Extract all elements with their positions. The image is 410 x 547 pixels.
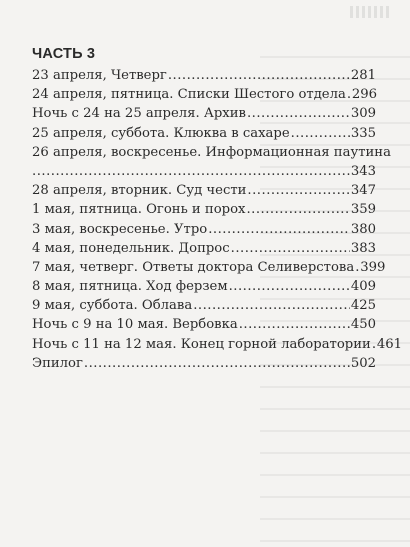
toc-entry: [32, 258, 386, 277]
toc-entry-title: 9 мая, суббота. Облава: [32, 298, 193, 314]
toc-entry-title: 23 апреля, Четверг: [32, 68, 167, 83]
show-through-mark: [350, 6, 390, 18]
toc-entry-page: 461: [376, 336, 402, 352]
toc-entry: [32, 239, 376, 258]
dot-leader: [246, 200, 349, 219]
toc-entry-title: 1 мая, пятница. Огонь и порох: [32, 202, 246, 218]
toc-entry-page: 399: [360, 259, 386, 275]
toc-entry-title: Эпилог: [32, 355, 83, 371]
toc-entry-page: 409: [350, 279, 376, 295]
dot-leader: [168, 66, 350, 85]
toc-entry-title: Ночь с 9 на 10 мая. Вербовка: [32, 317, 238, 333]
toc-entry-page: 309: [350, 106, 376, 122]
toc-entry-page: 380: [350, 221, 376, 237]
part-heading: ЧАСТЬ 3: [32, 46, 96, 62]
toc-entry: [32, 143, 391, 181]
dot-leader: [231, 239, 350, 258]
toc-entry: [32, 354, 376, 373]
toc-entry-page: 359: [350, 202, 376, 218]
toc-entry-page: 296: [351, 87, 378, 103]
dot-leader: [32, 162, 350, 181]
toc-entry: [32, 85, 376, 104]
toc-entry-page: 343: [350, 163, 376, 179]
toc-entry: [32, 124, 376, 143]
toc-entry-title: 24 апреля, пятница. Списки Шестого отдела: [32, 87, 346, 103]
toc-entry: [32, 296, 376, 315]
toc-entry-title: 4 мая, понедельник. Допрос: [32, 240, 230, 256]
toc-entry: [32, 200, 376, 219]
dot-leader: [208, 220, 350, 239]
toc-entry: [32, 335, 402, 354]
toc-entry-page: 335: [350, 125, 376, 141]
toc-entry: [32, 220, 376, 239]
dot-leader: [247, 181, 349, 200]
dot-leader: [229, 277, 350, 296]
dot-leader: [247, 104, 350, 123]
dot-leader: [84, 354, 350, 373]
toc-entry-page: 281: [350, 68, 376, 83]
toc-entry: [32, 277, 376, 296]
toc-entry-title: 3 мая, воскресенье. Утро: [32, 221, 208, 237]
toc-entry-page: 383: [350, 240, 376, 256]
toc-entry-title: Ночь с 11 на 12 мая. Конец горной лаборатории: [32, 336, 371, 352]
toc-entry-title: 25 апреля, суббота. Клюква в сахаре: [32, 125, 290, 141]
toc-entry-page: 502: [350, 355, 376, 371]
toc-entry: [32, 181, 376, 200]
toc-entry-page: 450: [350, 317, 376, 333]
toc-entry: [32, 66, 376, 85]
table-of-contents: [32, 44, 402, 373]
toc-entry-title: 8 мая, пятница. Ход ферзем: [32, 279, 228, 295]
toc-entry: [32, 104, 376, 123]
toc-entry-page: 347: [350, 183, 376, 199]
toc-entry-title: Ночь с 24 на 25 апреля. Архив: [32, 106, 246, 122]
toc-entry: [32, 315, 376, 334]
toc-entry-page: 425: [350, 298, 376, 314]
dot-leader: [291, 124, 350, 143]
toc-entry-title: 28 апреля, вторник. Суд чести: [32, 183, 247, 199]
dot-leader: [193, 296, 350, 315]
toc-entry-title: 26 апреля, воскресенье. Информационная паутина: [32, 144, 391, 160]
toc-entry-title: 7 мая, четверг. Ответы доктора Селиверстова: [32, 259, 355, 275]
dot-leader: [239, 315, 350, 334]
